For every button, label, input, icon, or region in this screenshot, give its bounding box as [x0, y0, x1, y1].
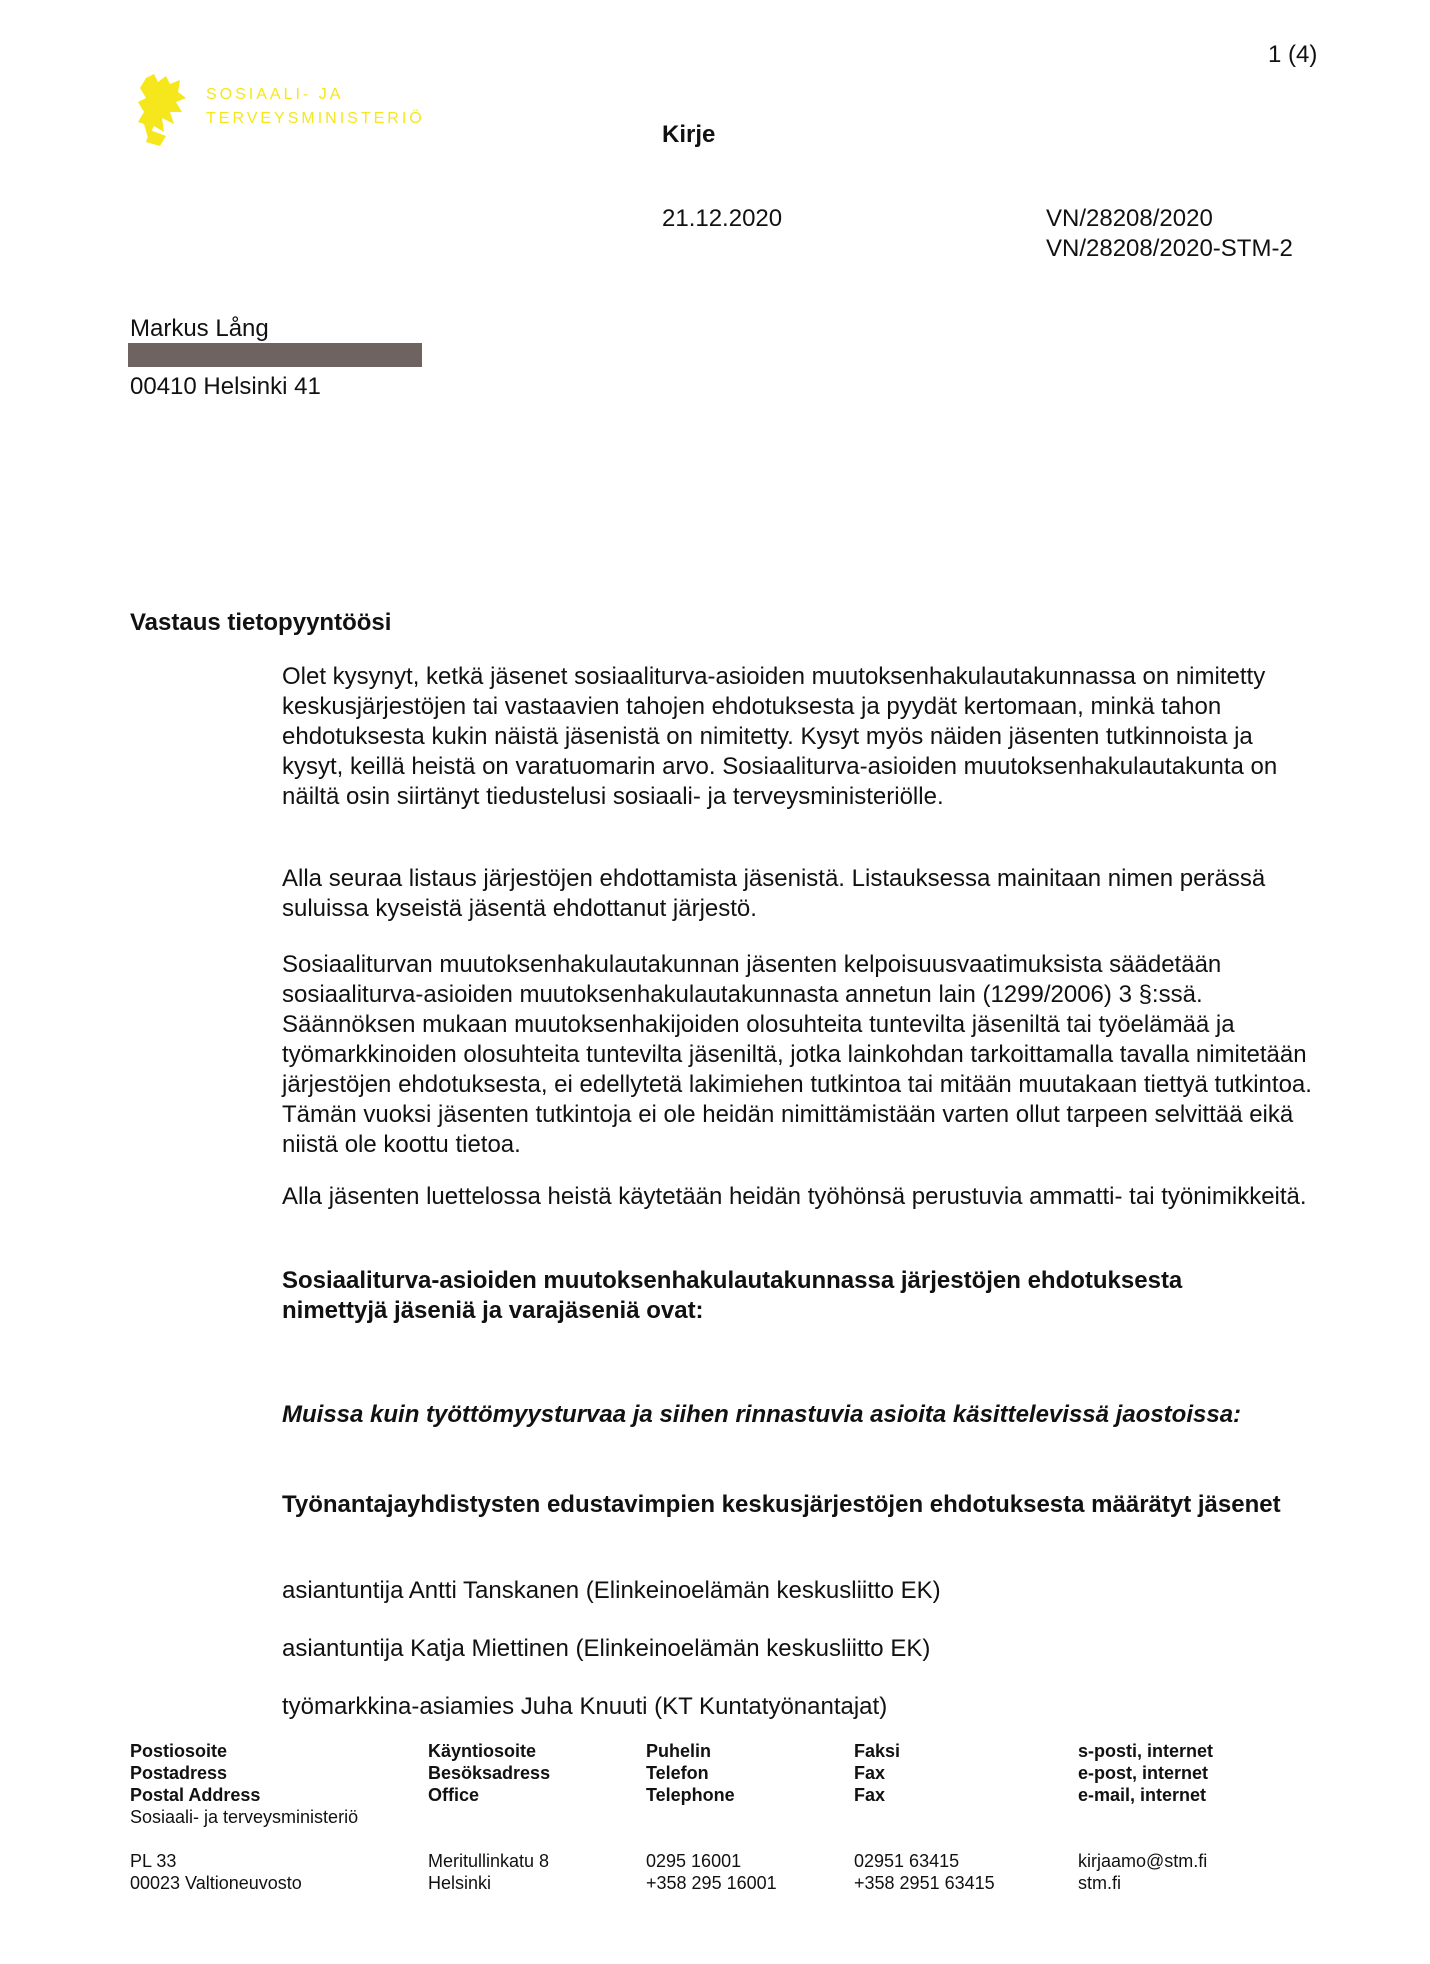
footer-ministry: Sosiaali- ja terveysministeriö [130, 1807, 359, 1827]
reference-number: VN/28208/2020 [1046, 205, 1213, 232]
redacted-address [128, 343, 422, 367]
letter-subject: Vastaus tietopyyntöösi [130, 609, 392, 636]
body-paragraph-2: Alla seuraa listaus järjestöjen ehdottamista jäsenistä. Listauksessa mainitaan nimen perässä suluissa kyseistä jäsentä ehdottanut järjestö. [282, 865, 1266, 922]
footer-phone-fi: Puhelin [646, 1741, 712, 1761]
member-item: työmarkkina-asiamies Juha Knuuti (KT Kuntatyönantajat) [282, 1693, 888, 1720]
footer-phone [646, 1740, 777, 1894]
member-item: asiantuntija Antti Tanskanen (Elinkeinoelämän keskusliitto EK) [282, 1577, 941, 1604]
footer-fax-en: Fax [854, 1785, 886, 1805]
footer-office-sv: Besöksadress [428, 1763, 551, 1783]
footer-postal-en: Postal Address [130, 1785, 261, 1805]
footer-phone-sv: Telefon [646, 1763, 709, 1783]
footer-phone-intl: +358 295 16001 [646, 1873, 777, 1893]
section-heading: Muissa kuin työttömyysturvaa ja siihen rinnastuvia asioita käsittelevissä jaostoissa: [282, 1401, 1242, 1428]
footer-fax-sv: Fax [854, 1763, 886, 1783]
recipient-name: Markus Lång [130, 315, 269, 342]
footer-postal [130, 1740, 358, 1894]
logo-line-1: SOSIAALI- JA [206, 86, 344, 103]
footer-email [1078, 1740, 1213, 1894]
footer-fax [854, 1740, 995, 1894]
footer-postal-fi: Postiosoite [130, 1741, 228, 1761]
recipient-postal: 00410 Helsinki 41 [130, 373, 321, 400]
footer-email-sv: e-post, internet [1078, 1763, 1209, 1783]
footer-office-en: Office [428, 1785, 480, 1805]
footer-email-en: e-mail, internet [1078, 1785, 1207, 1805]
footer-po-box: PL 33 [130, 1851, 177, 1871]
coat-of-arms-lion-icon [136, 72, 192, 148]
document-type: Kirje [662, 121, 716, 148]
footer-website[interactable]: stm.fi [1078, 1873, 1121, 1893]
document-date: 21.12.2020 [662, 205, 783, 232]
reference-number-stm: VN/28208/2020-STM-2 [1046, 235, 1293, 262]
page-number: 1 (4) [1268, 41, 1318, 68]
group-heading: Työnantajayhdistysten edustavimpien keskusjärjestöjen ehdotuksesta määrätyt jäsenet [282, 1491, 1281, 1518]
members-heading: Sosiaaliturva-asioiden muutoksenhakulautakunnassa järjestöjen ehdotuksesta nimettyjä jäseniä ja varajäseniä ovat: [282, 1267, 1183, 1324]
footer-email-fi: s-posti, internet [1078, 1741, 1214, 1761]
member-item: asiantuntija Katja Miettinen (Elinkeinoelämän keskusliitto EK) [282, 1635, 931, 1662]
footer-fax-fi: Faksi [854, 1741, 901, 1761]
footer-phone-number: 0295 16001 [646, 1851, 742, 1871]
logo-line-2: TERVEYSMINISTERIÖ [206, 110, 425, 127]
footer-fax-number: 02951 63415 [854, 1851, 960, 1871]
footer-fax-intl: +358 2951 63415 [854, 1873, 995, 1893]
footer-office [428, 1740, 550, 1894]
body-paragraph-3: Sosiaaliturvan muutoksenhakulautakunnan jäsenten kelpoisuusvaatimuksista säädetään sosiaaliturva-asioiden muutoksenhakulautakunnasta annetun lain (1299/2006) 3 §:ssä. Säännöksen mukaan muutoksenhakijoiden olosuhteita tuntevilta jäseniltä tai työelämää ja työmarkkinoiden olosuhteita tuntevilta jäseniltä, jotka lainkohdan tarkoittamalla tavalla nimitetään järjestöjen ehdotuksesta, ei edellytetä lakimiehen tutkintoa tai mitään muutakaan tiettyä tutkintoa. Tämän vuoksi jäsenten tutkintoja ei ole heidän nimittämistään varten ollut tarpeen selvittää eikä niistä ole koottu tietoa. [282, 951, 1312, 1158]
body-paragraph-1: Olet kysynyt, ketkä jäsenet sosiaaliturva-asioiden muutoksenhakulautakunnassa on nimitetty keskusjärjestöjen tai vastaavien tahojen ehdotuksesta ja pyydät kertomaan, minkä tahon ehdotuksesta kukin näistä jäsenistä on nimitetty. Kysyt myös näiden jäsenten tutkinnoista ja kysyt, keillä heistä on varatuomarin arvo. Sosiaaliturva-asioiden muutoksenhakulautakunta on näiltä osin siirtänyt tiedustelusi sosiaali- ja terveysministeriölle. [282, 663, 1278, 810]
ministry-logo [136, 72, 456, 152]
footer-city: Helsinki [428, 1873, 492, 1893]
body-paragraph-4: Alla jäsenten luettelossa heistä käytetään heidän työhönsä perustuvia ammatti- tai työnimikkeitä. [282, 1183, 1307, 1210]
footer-postal-code: 00023 Valtioneuvosto [130, 1873, 302, 1893]
footer-phone-en: Telephone [646, 1785, 735, 1805]
footer-street: Meritullinkatu 8 [428, 1851, 550, 1871]
footer-postal-sv: Postadress [130, 1763, 228, 1783]
footer-office-fi: Käyntiosoite [428, 1741, 537, 1761]
footer-email-address[interactable]: kirjaamo@stm.fi [1078, 1851, 1208, 1871]
